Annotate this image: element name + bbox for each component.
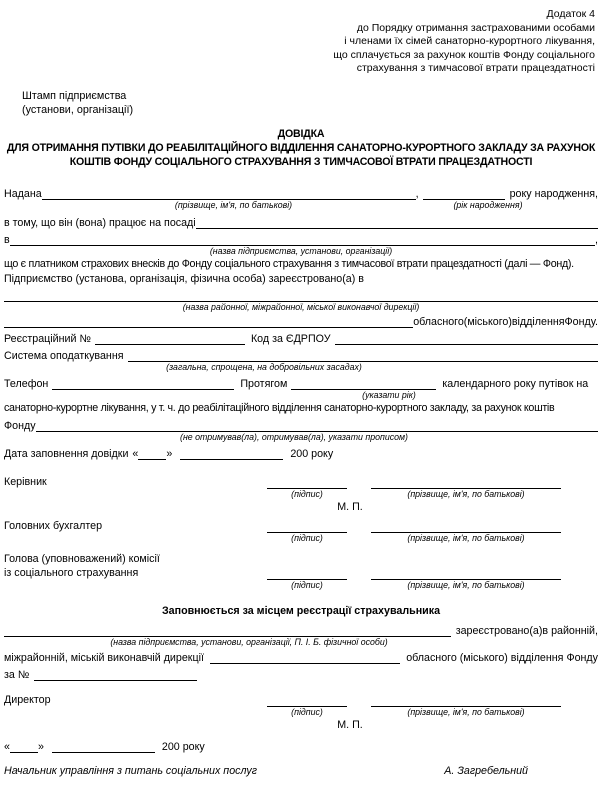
sig-hints-golova [4,580,598,592]
blank-kerivnyk-signature [267,475,347,489]
comma: , [415,187,419,200]
edrpou-label: Код за ЄДРПОУ [250,332,331,345]
title-line1: ДОВІДКА [277,127,325,140]
oblast2-suffix: обласного (міського) відділення Фонду [406,651,598,664]
v-label: в [4,233,10,246]
phone-label: Телефон [4,377,49,390]
hints-year [4,390,598,401]
stamp-line2: (установи, організації) [22,104,134,116]
line-fund [4,416,598,432]
blank-kerivnyk-name [371,475,561,489]
sig-row-buhgalter [4,519,598,533]
blank-edrpou [335,344,599,345]
blank-buhgalter-name [371,519,561,533]
title-line2: ДЛЯ ОТРИМАННЯ ПУТІВКИ ДО РЕАБІЛІТАЦІЙНОГО ВІДДІЛЕННЯ САНАТОРНО-КУРОРТНОГО ЗАКЛАДУ ЗА РАХУНОК [6,141,596,154]
name-hint: (прізвище, ім'я, по батькові) [407,579,525,590]
line-tax-system [4,345,598,362]
sig-row-kerivnyk [4,475,598,489]
tax-system-label: Система оподаткування [4,349,124,362]
quote-close: » [166,447,173,460]
line-oblast-branch [4,313,598,328]
registered-line: Підприємство (установа, організація, фізична особа) зареєстровано(а) в [4,272,364,285]
golova-label [4,552,267,580]
spacer [4,362,134,373]
blank-day2 [10,752,38,753]
line-organization [4,229,598,246]
mp-stamp-label: М. П. [337,718,363,731]
resort-line: санаторно-курортне лікування, у т. ч. до реабілітаційного відділення санаторно-курортного закладу, за рахунок коштів [4,401,555,414]
spacer [4,637,64,648]
nadana-label: Надана [4,187,42,200]
blank-golova-signature [267,566,347,580]
spacer [558,200,598,211]
sig-row-golova [4,552,598,580]
sig-hints-kerivnyk [4,489,598,501]
during-label: Протягом [240,377,288,390]
hints-tax-system [4,362,598,373]
golova-label-line2: із соціального страхування [4,566,139,579]
blank-reg-number [95,344,245,345]
line-za-no [4,664,598,681]
quote-open: « [4,740,10,753]
appendix-line: що сплачується за рахунок коштів Фонду соціального [333,48,595,61]
name-hint: (прізвище, ім'я, по батькові) [407,706,525,717]
mp-stamp-label: М. П. [337,500,363,513]
signature-hint: (підпис) [291,532,323,543]
hints-nadana [4,200,598,211]
title-line3: КОШТІВ ФОНДУ СОЦІАЛЬНОГО СТРАХУВАННЯ З ТИМЧАСОВОЇ ВТРАТИ ПРАЦЕЗДАТНОСТІ [69,155,533,168]
line-registration [4,328,598,345]
hints-directorate [4,302,598,313]
oblast-suffix: обласного(міського)відділенняФонду. [413,315,598,328]
blank-directorate2 [210,663,400,664]
directorate2-label: міжрайонній, міській виконавчій дирекції [4,651,204,664]
blank-position [196,228,598,229]
footer-name: А. Загребельний [444,764,528,777]
organization-hint: (назва підприємства, установи, організації) [209,245,393,256]
sig-hints-director [4,707,598,719]
tax-system-hint: (загальна, спрощена, на добровільних засадах) [166,361,362,372]
signature-hint: (підпис) [291,706,323,717]
line-position [4,211,598,229]
spacer [4,200,49,211]
golova-label-line1: Голова (уповноважений) комісії [4,552,160,565]
sig-hints-buhgalter [4,533,598,545]
signature-hint: (підпис) [291,488,323,499]
blank-day [138,459,166,460]
director-label: Директор [4,693,51,706]
fund-label: Фонду [4,419,36,432]
appendix-line: страхування з тимчасової втрати працездатності [356,62,595,74]
birth-year-hint: (рік народження) [453,199,523,210]
reg-number-label: Реєстраційний № [4,332,91,345]
trailing-comma: , [595,233,598,246]
name-hint: (прізвище, ім'я, по батькові) [407,532,525,543]
document-title [4,127,598,169]
appendix-number: Додаток 4 [546,8,595,20]
appendix-line: і членами їх сімей санаторно-курортного лікування, [344,35,595,47]
blank-oblast-branch [4,327,413,328]
insurer-hint: (назва підприємства, установи, організації, П. І. Б. фізичної особи) [110,636,388,647]
line-fill-date [4,443,598,460]
year-200-label: 200 року [161,740,205,753]
appendix-block [4,8,598,76]
line-nadana [4,182,598,200]
line-registered2 [4,621,598,637]
blank-za-no [34,680,197,681]
stamp-block [22,89,598,118]
kerivnyk-label: Керівник [4,475,47,488]
signature-hint: (підпис) [291,579,323,590]
registered2-suffix: зареєстровано(а)в районній, [455,624,598,637]
name-hint: (прізвище, ім'я, по батькові) [407,488,525,499]
blank-director-signature [267,693,347,707]
payer-line: що є платником страхових внесків до Фонду соціального страхування з тимчасової втрати працездатності (далі — Фонд). [4,257,574,270]
spacer [4,432,124,443]
birth-suffix: року народження, [509,187,598,200]
directorate-hint: (назва районної, міжрайонної, міської виконавчої дирекції) [182,301,420,312]
section2-title: Заповнюється за місцем реєстрації страхувальника [161,604,441,617]
calendar-suffix: календарного року путівок на [442,377,589,390]
position-label: в тому, що він (вона) працює на посаді [4,216,196,229]
appendix-line: до Порядку отримання застрахованими особами [356,21,595,34]
quote-close: » [37,740,44,753]
quote-open: « [132,447,139,460]
hints-organization [4,246,598,257]
sig-row-director [4,693,598,707]
line-directorate [4,287,598,302]
blank-month2 [52,752,155,753]
blank-month [180,459,283,460]
blank-director-name [371,693,561,707]
line-directorate2 [4,648,598,664]
stamp-line1: Штамп підприємства [22,89,127,102]
footer [4,765,598,777]
fullname-hint: (прізвище, ім'я, по батькові) [174,199,293,210]
year-hint: (указати рік) [362,389,416,400]
form-body [4,182,598,777]
received-hint: (не отримував(ла), отримував(ла), указати прописом) [180,431,408,442]
hints-insurer [4,637,598,648]
za-no-label: за № [4,668,30,681]
line-phone-year [4,373,598,390]
blank-buhgalter-signature [267,519,347,533]
footer-position: Начальник управління з питань соціальних послуг [4,764,258,777]
spacer [4,390,314,401]
fill-date-label: Дата заповнення довідки [4,447,129,460]
buhgalter-label: Головних бухгалтер [4,519,103,532]
blank-golova-name [371,566,561,580]
line-date2 [4,736,598,753]
year-200-label: 200 року [290,447,334,460]
hints-received [4,432,598,443]
